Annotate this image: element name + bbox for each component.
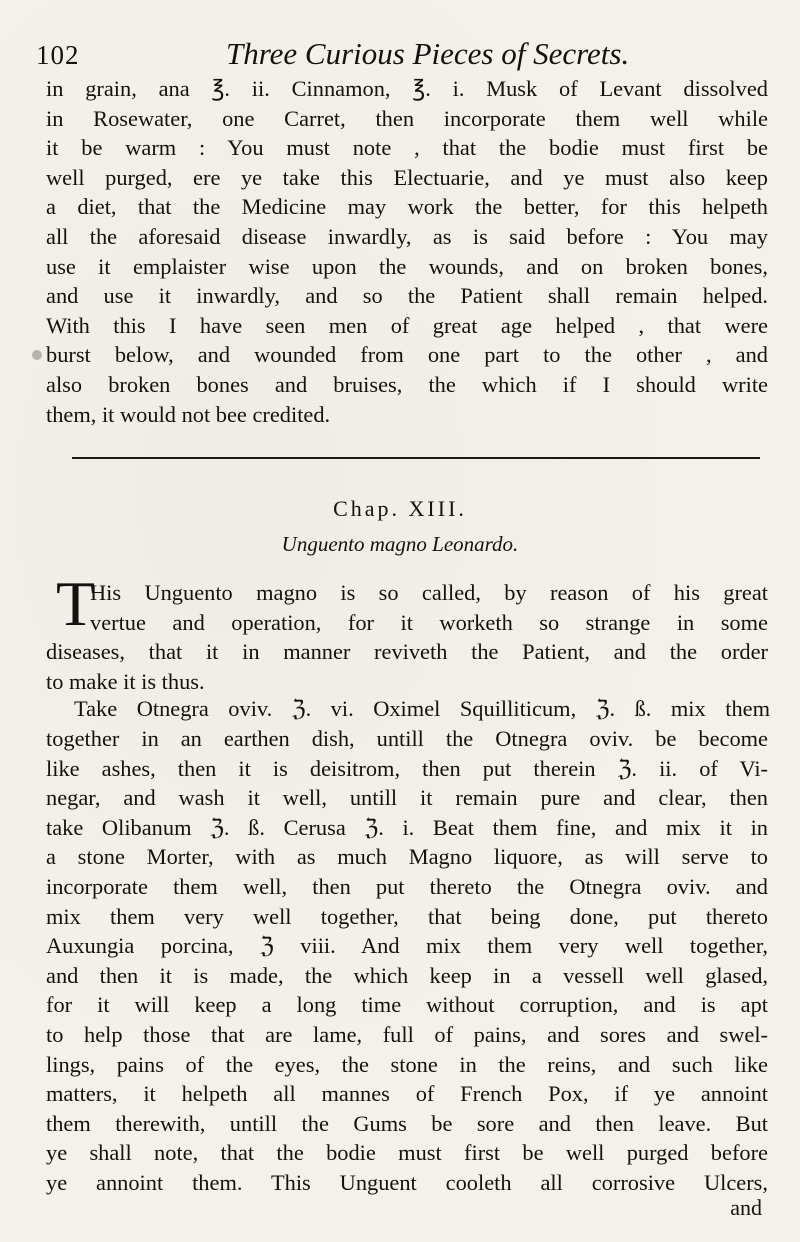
text-line: a diet, that the Medicine may work the better, for this helpeth [46,194,768,220]
text-line: in grain, ana ℥. ii. Cinnamon, ℥. i. Musk of Levant dissolved [46,76,768,101]
text-line: take Olibanum ℨ. ß. Cerusa ℨ. i. Beat them fine, and mix it in [46,814,768,840]
text-line: also broken bones and bruises, the which if I should write [46,371,768,397]
text-line: them therewith, untill the Gums be sore and then leave. But [46,1110,768,1136]
text-line: to help those that are lame, full of pains, and sores and swel- [46,1021,768,1047]
text-line: for it will keep a long time without corruption, and is apt [46,992,768,1018]
text-line: diseases, that it in manner reviveth the Patient, and the order [46,639,768,665]
catchword: and [730,1195,762,1220]
page-number: 102 [36,40,80,70]
text-line: well purged, ere ye take this Electuarie, and ye must also keep [46,164,768,190]
section-rule [72,457,760,459]
text-line: like ashes, then it is deisitrom, then put therein ℨ. ii. of Vi- [46,755,768,781]
text-line: matters, it helpeth all mannes of French Pox, if ye annoint [46,1081,768,1107]
text-line: With this I have seen men of great age helped , that were [46,312,768,338]
text-line: burst below, and wounded from one part to the other , and [46,342,768,368]
text-line: Auxungia porcina, ℨ viii. And mix them very well together, [46,933,768,959]
drop-cap: T [56,568,96,639]
chapter-subtitle: Unguento magno Leonardo. [281,532,519,556]
text-line: ye annoint them. This Unguent cooleth all corrosive Ulcers, [46,1169,768,1195]
text-line: His Unguento magno is so called, by reason of his great [90,580,768,605]
running-head [36,30,756,78]
paragraph-2 [46,578,768,696]
text-line: together in an earthen dish, untill the Otnegra oviv. be become [46,726,768,751]
text-line: lings, pains of the eyes, the stone in the reins, and such like [46,1051,768,1077]
ink-blot [32,350,42,360]
running-title: Three Curious Pieces of Secrets. [226,36,630,71]
text-line: and use it inwardly, and so the Patient shall remain helped. [46,283,768,309]
paragraph-3 [46,724,768,1198]
text-line: use it emplaister wise upon the wounds, and on broken bones, [46,253,768,279]
text-line: mix them very well together, that being done, put thereto [46,903,768,929]
paragraph-3-first-line [74,694,770,724]
text-line: and then it is made, the which keep in a vessell well glased, [46,962,768,988]
text-line: incorporate them well, then put thereto the Otnegra oviv. and [46,873,768,899]
text-line: it be warm : You must note , that the bodie must first be [46,135,768,161]
text-line: to make it is thus. [46,668,205,694]
text-line: in Rosewater, one Carret, then incorporate them well while [46,105,768,131]
chapter-heading: Chap. XIII. [333,496,467,521]
text-line: all the aforesaid disease inwardly, as is said before : You may [46,223,768,249]
text-line: ye shall note, that the bodie must first be well purged before [46,1140,768,1166]
text-line: negar, and wash it well, untill it remain pure and clear, then [46,785,768,811]
paragraph-1 [46,74,768,429]
text-line: vertue and operation, for it worketh so strange in some [90,609,768,635]
text-line: a stone Morter, with as much Magno liquore, as will serve to [46,844,768,870]
text-line: Take Otnegra oviv. ℨ. vi. Oximel Squilliticum, ℨ. ß. mix them [74,696,770,721]
text-line: them, it would not bee credited. [46,401,331,427]
